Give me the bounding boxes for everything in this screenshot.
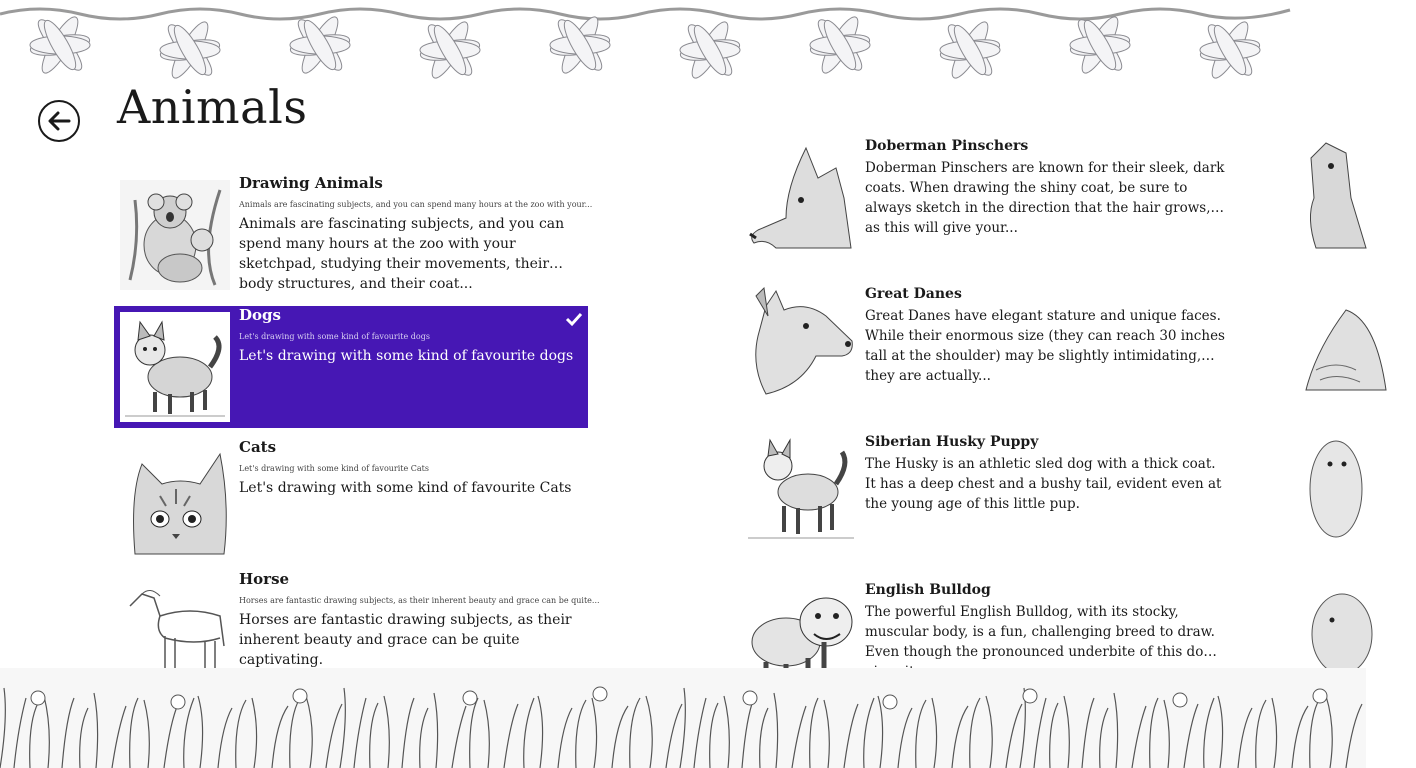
article-item-doberman[interactable] [746, 138, 1246, 258]
great-dane-sketch-thumbnail [746, 286, 856, 396]
shaggy-dog-sketch-thumbnail[interactable] [1306, 434, 1366, 546]
horse-sketch-thumbnail [120, 576, 230, 670]
category-description: Horses are fantastic drawing subjects, as their inherent beauty and grace can be quite captivating. [239, 612, 572, 668]
category-item-cats[interactable] [114, 438, 588, 560]
article-item-great-danes[interactable] [746, 286, 1246, 406]
article-title: Doberman Pinschers [865, 138, 1029, 154]
husky-puppy-sketch-thumbnail [120, 312, 230, 422]
koala-sketch-thumbnail [120, 180, 230, 290]
category-subtitle: Let's drawing with some kind of favourite dogs [239, 332, 430, 341]
category-item-dogs[interactable] [114, 306, 588, 428]
category-name: Dogs [239, 306, 281, 324]
article-description: The Husky is an athletic sled dog with a thick coat. It has a deep chest and a bushy tail, evident even at the young age of this little pup. [865, 456, 1222, 512]
category-subtitle: Animals are fascinating subjects, and you can spend many hours at the zoo with your... [239, 200, 593, 209]
schnauzer-sketch-thumbnail[interactable] [1306, 138, 1366, 250]
page-title: Animals [117, 80, 308, 134]
category-description: Let's drawing with some kind of favourite Cats [239, 480, 572, 496]
category-name: Cats [239, 438, 277, 456]
article-title: Great Danes [865, 286, 962, 302]
article-title: Siberian Husky Puppy [865, 434, 1039, 450]
shar-pei-sketch-thumbnail[interactable] [1306, 290, 1366, 402]
category-name: Horse [239, 570, 290, 588]
category-item-horse[interactable] [114, 570, 600, 670]
article-description: Doberman Pinschers are known for their sleek, dark coats. When drawing the shiny coat, be sure to always sketch in the direction that the hair grows, as this will give your... [865, 160, 1225, 236]
category-subtitle: Let's drawing with some kind of favourite Cats [239, 464, 429, 473]
back-arrow-icon [47, 111, 71, 131]
category-name: Drawing Animals [239, 174, 383, 192]
category-description: Animals are fascinating subjects, and you can spend many hours at the zoo with your sketchpad, studying their movements, their body structures, and their coat... [239, 216, 565, 292]
back-button[interactable] [38, 100, 80, 142]
category-subtitle: Horses are fantastic drawing subjects, as their inherent beauty and grace can be quite... [239, 596, 600, 605]
husky-puppy-sketch-thumbnail [746, 434, 856, 544]
selected-check-icon [566, 312, 582, 326]
article-description: Great Danes have elegant stature and unique faces. While their enormous size (they can reach 30 inches tall at the shoulder) may be slightly intimidating, they are actually... [865, 308, 1225, 384]
article-description: The powerful English Bulldog, with its stocky, muscular body, is a fun, challenging breed to draw. Even though the pronounced underbite of this dog [865, 604, 1215, 660]
category-item-drawing-animals[interactable] [114, 174, 593, 296]
doberman-sketch-thumbnail [746, 138, 856, 248]
grass-border-decoration [0, 668, 1366, 768]
article-item-siberian-husky-puppy[interactable] [746, 434, 1246, 554]
cat-face-sketch-thumbnail [120, 444, 230, 554]
article-title: English Bulldog [865, 582, 991, 598]
fluffy-dog-sketch-thumbnail[interactable] [1306, 584, 1366, 674]
category-description: Let's drawing with some kind of favourite dogs [239, 348, 574, 364]
